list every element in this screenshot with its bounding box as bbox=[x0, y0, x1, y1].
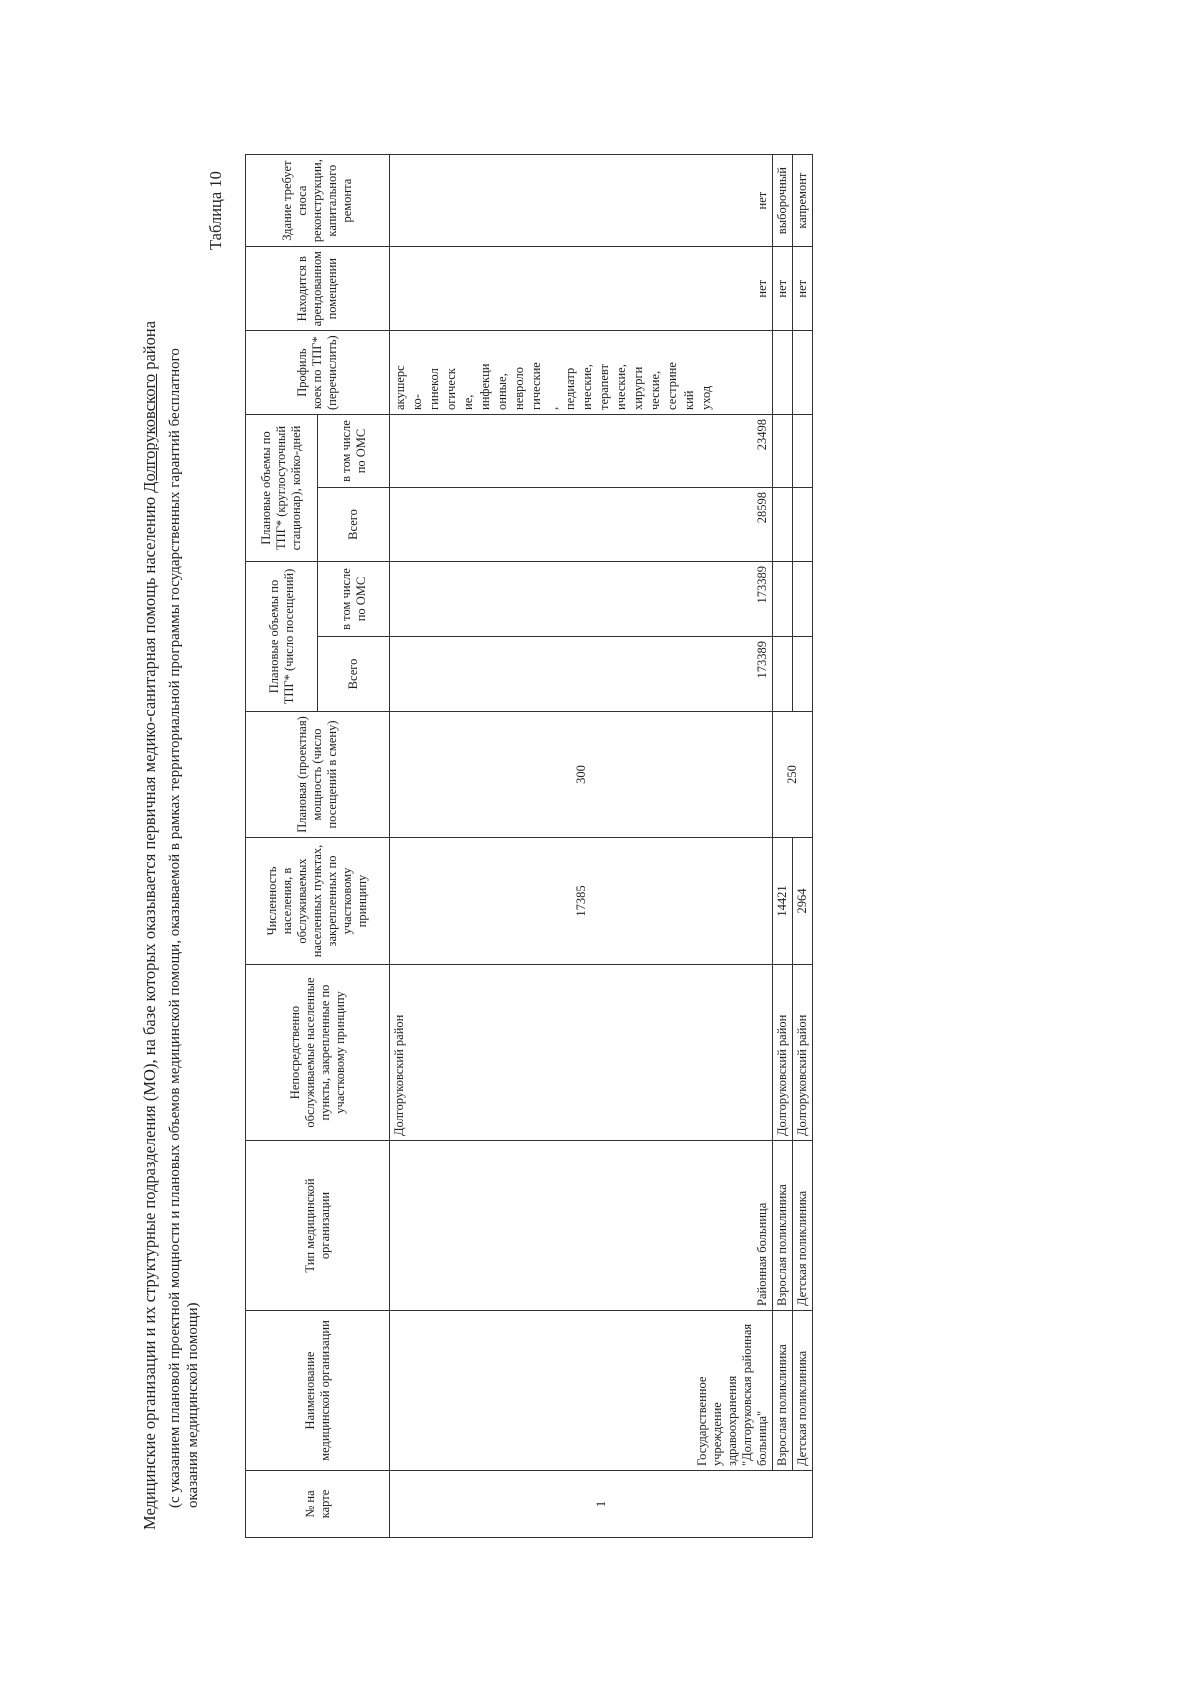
medical-organizations-table bbox=[245, 154, 813, 1538]
table-row bbox=[390, 155, 773, 1538]
profile-line: кий bbox=[682, 390, 696, 410]
document-title bbox=[140, 130, 160, 1530]
cell-visits-total: 173389 bbox=[390, 637, 773, 712]
profile-line: ие, bbox=[461, 394, 475, 410]
profile-line: инфекци bbox=[478, 363, 492, 410]
header-served: Непосредственно обслуживаемые населенные пункты, закрепленные по участковому принципу bbox=[246, 965, 390, 1141]
cell-repair: нет bbox=[390, 155, 773, 247]
table-caption: Таблица 10 bbox=[206, 171, 225, 250]
profile-line: хирурги bbox=[631, 366, 645, 410]
cell-repair: выборочный bbox=[773, 155, 793, 247]
profile-line: терапевт bbox=[597, 364, 611, 410]
cell-beds-total bbox=[793, 488, 813, 562]
cell-population: 14421 bbox=[773, 838, 793, 965]
profile-line: онные, bbox=[495, 373, 509, 410]
cell-population: 2964 bbox=[793, 838, 813, 965]
header-visits-group: Плановые объемы по ТПГ* (число посещений) bbox=[246, 562, 318, 712]
cell-rented: нет bbox=[390, 247, 773, 331]
cell-visits-total bbox=[793, 637, 813, 712]
cell-capacity: 300 bbox=[390, 712, 773, 838]
cell-served: Долгоруковский район bbox=[793, 965, 813, 1141]
header-beds-group: Плановые объемы по ТПГ* (круглосуточный стационар), койко-дней bbox=[246, 415, 318, 562]
cell-beds-oms: 23498 bbox=[390, 415, 773, 488]
cell-rented: нет bbox=[793, 247, 813, 331]
subtitle-line-2: оказания медицинской помощи) bbox=[185, 1302, 201, 1508]
header-num: № на карте bbox=[246, 1471, 390, 1538]
cell-served: Долгоруковский район bbox=[773, 965, 793, 1141]
profile-line: гические bbox=[529, 362, 543, 410]
cell-beds-total bbox=[773, 488, 793, 562]
cell-served: Долгоруковский район bbox=[390, 965, 773, 1141]
profile-line: ические, bbox=[580, 364, 594, 410]
header-beds-total: Всего bbox=[318, 488, 390, 562]
profile-line: огическ bbox=[444, 368, 458, 410]
cell-type: Детская поликлиника bbox=[793, 1141, 813, 1311]
cell-capacity: 250 bbox=[773, 712, 813, 838]
cell-repair: капремонт bbox=[793, 155, 813, 247]
cell-visits-total bbox=[773, 637, 793, 712]
title-district: Долгоруковского bbox=[140, 373, 159, 493]
cell-beds-oms bbox=[773, 415, 793, 488]
table-row bbox=[773, 155, 793, 1538]
cell-name: Детская поликлиника bbox=[793, 1311, 813, 1471]
title-tail: района bbox=[140, 320, 159, 374]
header-type: Тип медицинской организации bbox=[246, 1141, 390, 1311]
profile-line: , bbox=[546, 406, 560, 410]
cell-type: Районная больница bbox=[390, 1141, 773, 1311]
header-repair: Здание требует сноса реконструкции, капитального ремонта bbox=[246, 155, 390, 247]
header-population: Численность населения, в обслуживаемых населенных пунктах, закрепленных по участковому принципу bbox=[246, 838, 390, 965]
cell-visits-oms: 173389 bbox=[390, 562, 773, 637]
header-visits-total: Всего bbox=[318, 637, 390, 712]
header-profile: Профиль коек по ТПГ* (перечислить) bbox=[246, 331, 390, 415]
profile-line: ческие, bbox=[648, 370, 662, 410]
header-rented: Находится в арендованном помещении bbox=[246, 247, 390, 331]
document-subtitle bbox=[166, 128, 202, 1508]
profile-line: ко- bbox=[410, 394, 424, 410]
profile-line: гинекол bbox=[427, 368, 441, 410]
cell-visits-oms bbox=[773, 562, 793, 637]
cell-num: 1 bbox=[390, 1471, 813, 1538]
cell-profile bbox=[773, 331, 793, 415]
cell-profile bbox=[390, 331, 773, 415]
subtitle-line-1: (с указанием плановой проектной мощности и плановых объемов медицинской помощи, оказываемой в рамках территориальной программы государственных гарантий бесплатного bbox=[167, 348, 183, 1508]
profile-line: ические, bbox=[614, 364, 628, 410]
header-visits-oms: в том числе по ОМС bbox=[318, 562, 390, 637]
cell-visits-oms bbox=[793, 562, 813, 637]
cell-profile bbox=[793, 331, 813, 415]
profile-line: сестрине bbox=[665, 362, 679, 410]
cell-beds-total: 28598 bbox=[390, 488, 773, 562]
cell-name: Государственное учреждение здравоохранения "Долгоруковская районная больница" bbox=[390, 1311, 773, 1471]
profile-line: педиатр bbox=[563, 367, 577, 410]
cell-population: 17385 bbox=[390, 838, 773, 965]
profile-line: уход bbox=[699, 385, 713, 410]
cell-name: Взрослая поликлиника bbox=[773, 1311, 793, 1471]
profile-line: акушерс bbox=[393, 365, 407, 410]
table-row bbox=[793, 155, 813, 1538]
cell-rented: нет bbox=[773, 247, 793, 331]
document-page bbox=[0, 40, 1200, 1680]
header-beds-oms: в том числе по ОМС bbox=[318, 415, 390, 488]
title-text: Медицинские организации и их структурные подразделения (МО), на базе которых оказывается первичная медико-санитарная помощь населению bbox=[140, 492, 159, 1530]
profile-line: невроло bbox=[512, 367, 526, 410]
header-capacity: Плановая (проектная) мощность (число посещений в смену) bbox=[246, 712, 390, 838]
header-name: Наименование медицинской организации bbox=[246, 1311, 390, 1471]
cell-beds-oms bbox=[793, 415, 813, 488]
cell-type: Взрослая поликлиника bbox=[773, 1141, 793, 1311]
